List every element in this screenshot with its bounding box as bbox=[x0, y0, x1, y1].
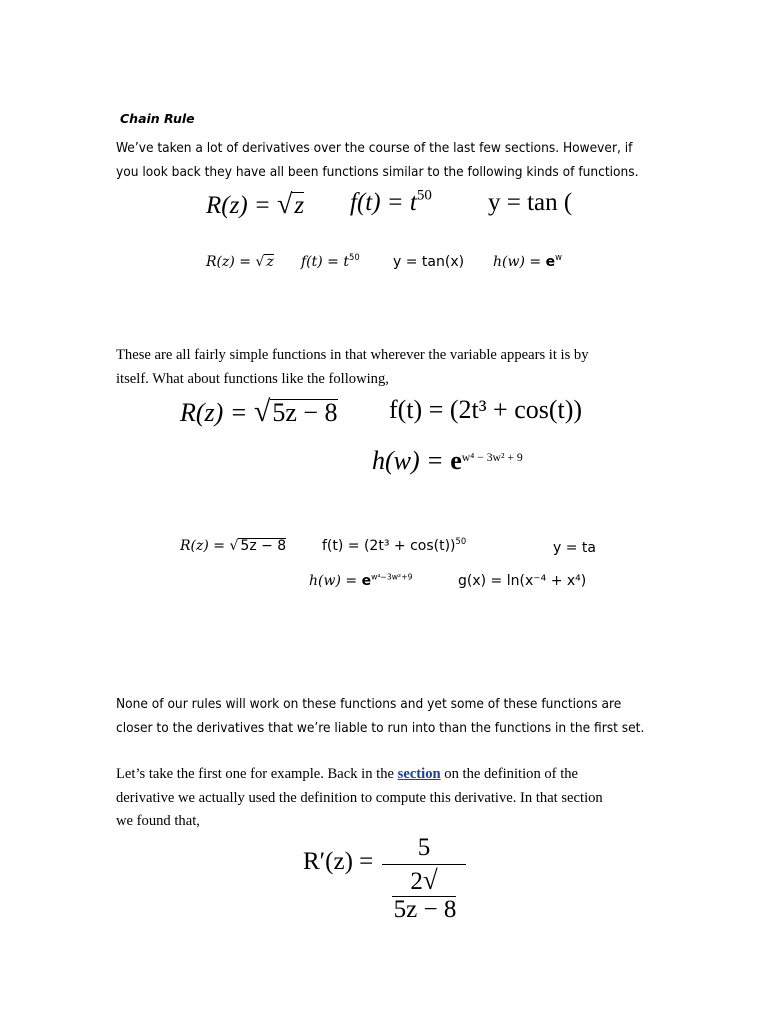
equation-R-sqrt-z-small: R(z) = √ z bbox=[206, 254, 274, 270]
equation-y-tan-truncated-small: y = ta bbox=[553, 540, 596, 556]
equation-g-ln-small: g(x) = ln(x⁻⁴ + x⁴) bbox=[458, 573, 587, 589]
fourth-line-3: we found that, bbox=[116, 813, 200, 829]
intro-line-2: you look back they have all been functions similar to the following kinds of functions. bbox=[116, 163, 639, 180]
equation-f-2t3-cos-50-small: $f(t) = (2t^3 + \cos(t))^{50}$ bbox=[322, 536, 467, 554]
fraction-numerator: 5 bbox=[417, 834, 431, 861]
second-paragraph bbox=[116, 344, 661, 391]
third-line-2: closer to the derivatives that we’re liable to run into than the functions in the first set. bbox=[116, 719, 645, 736]
equation-f-2t3-cos-large: f(t) = (2t³ + cos(t)) bbox=[389, 395, 583, 424]
third-paragraph bbox=[116, 693, 661, 740]
equation-h-e-power-small: $h(w) = e^{w^4-3w^2+9}$ bbox=[309, 572, 413, 589]
equation-R-sqrt-z-large: R(z) = √z bbox=[206, 189, 305, 220]
second-line-2: itself. What about functions like the following, bbox=[116, 370, 389, 387]
fourth-line-2: derivative we actually used the definition to compute this derivative. In that section bbox=[116, 789, 603, 806]
equation-h-e-power-large: $h(w) = e^{w^4 - 3w^2 + 9}$ bbox=[372, 446, 523, 475]
third-line-1: None of our rules will work on these functions and yet some of these functions are bbox=[116, 696, 622, 712]
derivative-fraction bbox=[380, 834, 468, 924]
equation-R-sqrt-5z-8-small: R(z) = √ 5z − 8 bbox=[180, 538, 287, 554]
equation-f-t50-small: $f(t) = t^{50}$ bbox=[301, 252, 360, 270]
intro-line-1: We’ve taken a lot of derivatives over the course of the last few sections. However, if bbox=[116, 140, 633, 156]
second-line-1: These are all fairly simple functions in that wherever the variable appears it is by bbox=[116, 347, 589, 363]
section-link[interactable]: section bbox=[397, 766, 441, 782]
equation-f-t50-large: $f(t) = t^{50}$ bbox=[350, 187, 432, 216]
equation-y-tan-large: y = tan ( bbox=[488, 189, 573, 216]
fourth-line-1: Let’s take the first one for example. Back in the section on the definition of the bbox=[116, 766, 579, 782]
equation-y-tan-x-small: y = tan(x) bbox=[393, 254, 465, 270]
derivative-lhs: R′(z) = bbox=[303, 848, 374, 875]
fourth-paragraph bbox=[116, 763, 661, 834]
fraction-denominator: 2√5z − 8 bbox=[393, 865, 457, 923]
intro-paragraph bbox=[116, 137, 661, 184]
equation-h-ew-small: $h(w) = e^w$ bbox=[493, 252, 562, 270]
section-heading: Chain Rule bbox=[120, 111, 195, 126]
equation-R-sqrt-5z-8-large: R(z) = √5z − 8 bbox=[180, 395, 338, 428]
